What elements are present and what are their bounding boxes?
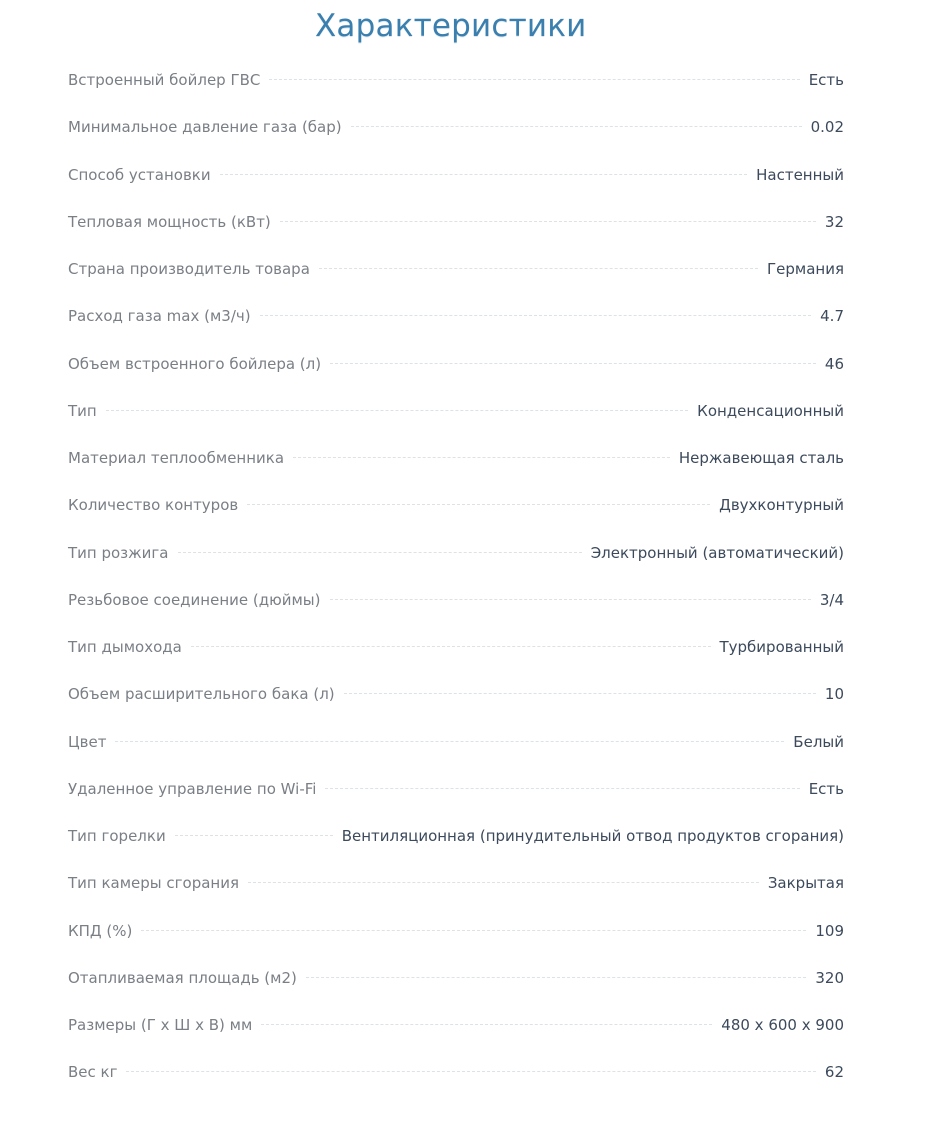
spec-list — [68, 57, 844, 1097]
dotted-leader — [126, 1071, 815, 1072]
spec-value: 0.02 — [810, 118, 844, 137]
spec-value: Закрытая — [767, 874, 844, 893]
spec-value: Вентиляционная (принудительный отвод продуктов сгорания) — [341, 827, 844, 845]
spec-value: Германия — [767, 260, 844, 278]
dotted-leader — [191, 646, 711, 647]
spec-row — [68, 388, 844, 435]
spec-row — [68, 719, 844, 766]
dotted-leader — [293, 457, 670, 458]
spec-label: Материал теплообменника — [68, 449, 285, 467]
spec-row — [68, 530, 844, 577]
spec-label: Тип дымохода — [68, 638, 182, 656]
spec-value: 10 — [824, 685, 844, 704]
spec-value: 62 — [824, 1063, 844, 1082]
dotted-leader — [248, 882, 759, 883]
spec-row — [68, 341, 844, 388]
dotted-leader — [178, 552, 582, 553]
dotted-leader — [106, 410, 688, 411]
spec-row — [68, 246, 844, 293]
spec-label: Тип — [68, 401, 97, 420]
dotted-leader — [344, 693, 816, 694]
spec-row — [68, 624, 844, 671]
dotted-leader — [115, 741, 784, 742]
spec-value: 3/4 — [819, 590, 844, 609]
spec-row — [68, 955, 844, 1002]
spec-label: Тип розжига — [68, 543, 169, 562]
spec-row — [68, 57, 844, 104]
spec-label: Тип горелки — [68, 827, 166, 845]
page-title: Характеристики — [315, 8, 587, 44]
spec-label: Вес кг — [68, 1063, 118, 1082]
dotted-leader — [269, 79, 799, 80]
spec-value: Белый — [793, 732, 844, 751]
spec-row — [68, 199, 844, 246]
spec-row — [68, 813, 844, 860]
spec-label: Минимальное давление газа (бар) — [68, 118, 342, 137]
dotted-leader — [330, 599, 811, 600]
spec-label: Встроенный бойлер ГВС — [68, 71, 261, 89]
spec-row — [68, 104, 844, 151]
spec-value: 46 — [824, 354, 844, 373]
spec-row — [68, 152, 844, 199]
spec-row — [68, 908, 844, 955]
spec-label: Тепловая мощность (кВт) — [68, 212, 271, 231]
spec-value: 480 x 600 x 900 — [721, 1016, 844, 1034]
spec-label: Объем расширительного бака (л) — [68, 685, 335, 704]
dotted-leader — [351, 126, 802, 127]
spec-value: 320 — [815, 968, 844, 987]
dotted-leader — [306, 977, 806, 978]
dotted-leader — [247, 504, 710, 505]
dotted-leader — [319, 268, 758, 269]
spec-label: КПД (%) — [68, 921, 133, 940]
spec-label: Способ установки — [68, 165, 211, 184]
spec-value: 109 — [815, 921, 844, 940]
spec-row — [68, 860, 844, 907]
dotted-leader — [260, 315, 812, 316]
spec-label: Размеры (Г x Ш x В) мм — [68, 1016, 253, 1034]
spec-label: Страна производитель товара — [68, 260, 310, 278]
spec-row — [68, 766, 844, 813]
spec-value: 4.7 — [820, 307, 844, 326]
spec-row — [68, 293, 844, 340]
spec-value: Нержавеющая сталь — [678, 449, 844, 467]
spec-row — [68, 671, 844, 718]
spec-value: Настенный — [756, 165, 844, 184]
spec-row — [68, 435, 844, 482]
spec-label: Отапливаемая площадь (м2) — [68, 968, 297, 987]
dotted-leader — [325, 788, 799, 789]
dotted-leader — [220, 174, 748, 175]
spec-value: Конденсационный — [697, 401, 844, 420]
spec-label: Объем встроенного бойлера (л) — [68, 354, 322, 373]
spec-row — [68, 1002, 844, 1049]
spec-value: Есть — [808, 779, 844, 798]
spec-label: Расход газа max (м3/ч) — [68, 307, 251, 326]
spec-label: Количество контуров — [68, 496, 239, 515]
spec-value: Турбированный — [719, 638, 844, 656]
dotted-leader — [280, 221, 816, 222]
spec-row — [68, 1049, 844, 1096]
dotted-leader — [261, 1024, 712, 1025]
spec-label: Тип камеры сгорания — [68, 874, 240, 893]
spec-label: Резьбовое соединение (дюймы) — [68, 590, 321, 609]
spec-value: Двухконтурный — [719, 496, 844, 515]
dotted-leader — [175, 835, 333, 836]
spec-label: Цвет — [68, 732, 107, 751]
spec-label: Удаленное управление по Wi-Fi — [68, 779, 317, 798]
spec-value: Есть — [808, 71, 844, 89]
spec-value: 32 — [824, 212, 844, 231]
spec-row — [68, 482, 844, 529]
spec-row — [68, 577, 844, 624]
dotted-leader — [330, 363, 816, 364]
dotted-leader — [141, 930, 806, 931]
spec-value: Электронный (автоматический) — [590, 543, 844, 562]
